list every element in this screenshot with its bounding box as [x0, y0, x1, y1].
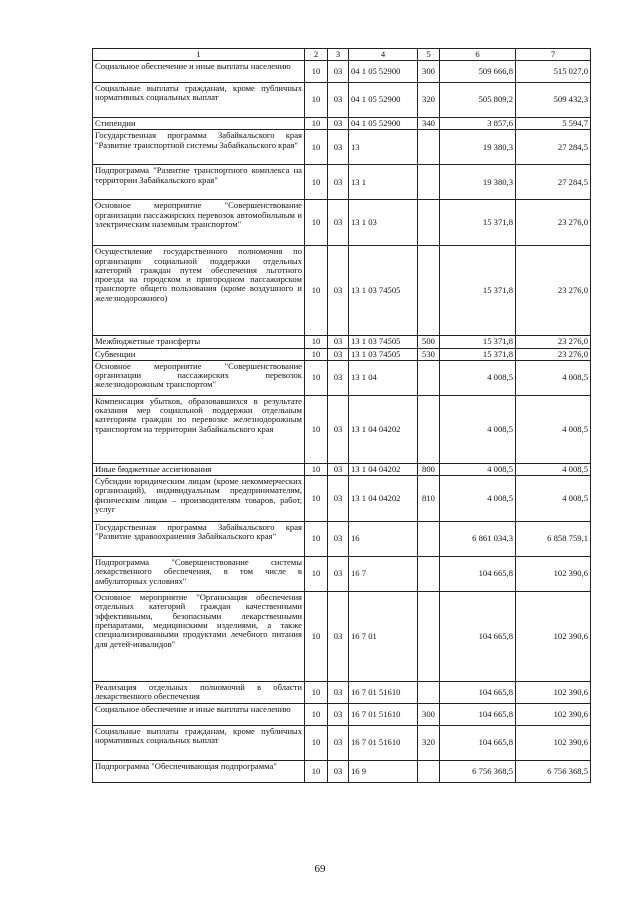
row-expense-type: 340 — [418, 118, 440, 130]
row-target-article: 13 1 04 04202 — [349, 395, 418, 463]
row-amount-year-1: 4 008,5 — [440, 476, 516, 522]
row-target-article: 04 1 05 52900 — [349, 83, 418, 118]
row-amount-year-2: 6 756 368,5 — [516, 761, 591, 783]
row-section-code: 10 — [305, 83, 328, 118]
table-header-row — [93, 49, 591, 61]
row-name: Осуществление государственного полномочия по организации социальной поддержки отдельных категорий граждан путем обеспечения льготного проезда на городском и пригородном пассажирском транспорте общего пользования (кроме воздушного и железнодорожного) — [93, 246, 305, 336]
row-amount-year-2: 102 390,6 — [516, 726, 591, 761]
row-expense-type — [418, 246, 440, 336]
row-name: Государственная программа Забайкальского края "Развитие транспортной системы Забайкальского края" — [93, 130, 305, 165]
row-target-article: 16 9 — [349, 761, 418, 783]
row-amount-year-1: 6 861 034,3 — [440, 522, 516, 557]
row-expense-type — [418, 200, 440, 246]
table-row — [93, 130, 591, 165]
table-row — [93, 682, 591, 704]
row-section-code: 10 — [305, 348, 328, 360]
row-section-code: 10 — [305, 360, 328, 395]
table-row — [93, 395, 591, 463]
row-expense-type: 320 — [418, 726, 440, 761]
row-amount-year-1: 104 665,8 — [440, 557, 516, 592]
row-target-article: 16 7 01 51610 — [349, 682, 418, 704]
row-section-code: 10 — [305, 726, 328, 761]
row-target-article: 13 1 — [349, 165, 418, 200]
row-subsection-code: 03 — [328, 118, 349, 130]
row-subsection-code: 03 — [328, 726, 349, 761]
row-target-article: 13 1 04 04202 — [349, 476, 418, 522]
row-amount-year-1: 104 665,8 — [440, 592, 516, 682]
row-amount-year-2: 23 276,0 — [516, 246, 591, 336]
row-expense-type — [418, 682, 440, 704]
row-amount-year-1: 104 665,8 — [440, 704, 516, 726]
row-subsection-code: 03 — [328, 522, 349, 557]
header-cell: 6 — [440, 49, 516, 61]
budget-table — [92, 48, 591, 783]
row-expense-type: 530 — [418, 348, 440, 360]
row-expense-type — [418, 761, 440, 783]
row-section-code: 10 — [305, 246, 328, 336]
row-target-article: 13 1 03 74505 — [349, 348, 418, 360]
row-amount-year-1: 19 380,3 — [440, 165, 516, 200]
row-target-article: 16 — [349, 522, 418, 557]
row-name: Стипендии — [93, 118, 305, 130]
row-section-code: 10 — [305, 761, 328, 783]
table-row — [93, 360, 591, 395]
header-cell: 4 — [349, 49, 418, 61]
row-section-code: 10 — [305, 522, 328, 557]
row-section-code: 10 — [305, 682, 328, 704]
row-section-code: 10 — [305, 557, 328, 592]
row-section-code: 10 — [305, 130, 328, 165]
row-expense-type — [418, 395, 440, 463]
row-section-code: 10 — [305, 476, 328, 522]
row-target-article: 13 — [349, 130, 418, 165]
row-subsection-code: 03 — [328, 476, 349, 522]
header-cell: 3 — [328, 49, 349, 61]
row-expense-type — [418, 522, 440, 557]
row-subsection-code: 03 — [328, 682, 349, 704]
row-name: Основное мероприятие "Совершенствование организации пассажирских перевозок железнодорожным транспортом" — [93, 360, 305, 395]
row-name: Подпрограмма "Совершенствование системы лекарственного обеспечения, в том числе в амбулаторных условиях" — [93, 557, 305, 592]
row-subsection-code: 03 — [328, 592, 349, 682]
table-row — [93, 118, 591, 130]
row-section-code: 10 — [305, 592, 328, 682]
row-subsection-code: 03 — [328, 761, 349, 783]
row-amount-year-2: 4 008,5 — [516, 395, 591, 463]
row-name: Компенсация убытков, образовавшихся в результате оказания мер социальной поддержки отдельным категориям граждан по перевозке железнодорожным транспортом на территории Забайкальского края — [93, 395, 305, 463]
table-row — [93, 463, 591, 475]
row-name: Подпрограмма "Развитие транспортного комплекса на территории Забайкальского края" — [93, 165, 305, 200]
header-cell: 7 — [516, 49, 591, 61]
row-amount-year-2: 4 008,5 — [516, 360, 591, 395]
table-row — [93, 522, 591, 557]
table-row — [93, 592, 591, 682]
row-amount-year-1: 4 008,5 — [440, 463, 516, 475]
row-name: Реализация отдельных полномочий в области лекарственного обеспечения — [93, 682, 305, 704]
row-subsection-code: 03 — [328, 360, 349, 395]
row-amount-year-2: 4 008,5 — [516, 463, 591, 475]
row-subsection-code: 03 — [328, 463, 349, 475]
row-amount-year-2: 4 008,5 — [516, 476, 591, 522]
table-row — [93, 557, 591, 592]
row-name: Социальные выплаты гражданам, кроме публичных нормативных социальных выплат — [93, 83, 305, 118]
row-target-article: 13 1 03 74505 — [349, 336, 418, 348]
row-name: Межбюджетные трансферты — [93, 336, 305, 348]
row-amount-year-2: 23 276,0 — [516, 348, 591, 360]
table-row — [93, 726, 591, 761]
row-amount-year-1: 19 380,3 — [440, 130, 516, 165]
row-subsection-code: 03 — [328, 61, 349, 83]
header-cell: 1 — [93, 49, 305, 61]
row-amount-year-1: 4 008,5 — [440, 360, 516, 395]
row-amount-year-1: 15 371,8 — [440, 336, 516, 348]
row-expense-type: 300 — [418, 704, 440, 726]
row-amount-year-1: 104 665,8 — [440, 726, 516, 761]
row-subsection-code: 03 — [328, 130, 349, 165]
row-target-article: 16 7 — [349, 557, 418, 592]
row-subsection-code: 03 — [328, 348, 349, 360]
table-row — [93, 200, 591, 246]
row-target-article: 13 1 04 04202 — [349, 463, 418, 475]
row-section-code: 10 — [305, 463, 328, 475]
row-section-code: 10 — [305, 336, 328, 348]
table-row — [93, 704, 591, 726]
row-name: Подпрограмма "Обеспечивающая подпрограмма" — [93, 761, 305, 783]
row-amount-year-2: 102 390,6 — [516, 704, 591, 726]
row-target-article: 04 1 05 52900 — [349, 61, 418, 83]
row-name: Основное мероприятие "Совершенствование организации пассажирских перевозок автомобильным и электрическим наземным транспортом" — [93, 200, 305, 246]
row-amount-year-2: 27 284,5 — [516, 130, 591, 165]
row-amount-year-2: 27 284,5 — [516, 165, 591, 200]
row-expense-type — [418, 557, 440, 592]
row-target-article: 16 7 01 51610 — [349, 704, 418, 726]
row-target-article: 04 1 05 52900 — [349, 118, 418, 130]
row-amount-year-2: 5 594,7 — [516, 118, 591, 130]
row-expense-type: 800 — [418, 463, 440, 475]
table-row — [93, 61, 591, 83]
row-expense-type — [418, 165, 440, 200]
table-body — [93, 61, 591, 783]
row-name: Социальное обеспечение и иные выплаты населению — [93, 704, 305, 726]
row-expense-type: 500 — [418, 336, 440, 348]
row-section-code: 10 — [305, 704, 328, 726]
row-subsection-code: 03 — [328, 336, 349, 348]
row-subsection-code: 03 — [328, 557, 349, 592]
row-section-code: 10 — [305, 61, 328, 83]
row-subsection-code: 03 — [328, 246, 349, 336]
table-row — [93, 336, 591, 348]
header-cell: 2 — [305, 49, 328, 61]
row-name: Социальные выплаты гражданам, кроме публичных нормативных социальных выплат — [93, 726, 305, 761]
table-row — [93, 83, 591, 118]
page-number: 69 — [314, 863, 326, 875]
row-amount-year-1: 15 371,8 — [440, 200, 516, 246]
row-amount-year-2: 515 027,0 — [516, 61, 591, 83]
row-expense-type — [418, 360, 440, 395]
row-amount-year-1: 509 666,8 — [440, 61, 516, 83]
row-expense-type: 300 — [418, 61, 440, 83]
row-amount-year-2: 102 390,6 — [516, 682, 591, 704]
row-subsection-code: 03 — [328, 704, 349, 726]
row-subsection-code: 03 — [328, 395, 349, 463]
row-target-article: 13 1 03 — [349, 200, 418, 246]
row-amount-year-1: 4 008,5 — [440, 395, 516, 463]
row-expense-type: 320 — [418, 83, 440, 118]
row-section-code: 10 — [305, 165, 328, 200]
row-name: Государственная программа Забайкальского края "Развитие здравоохранения Забайкальского края" — [93, 522, 305, 557]
row-target-article: 16 7 01 — [349, 592, 418, 682]
row-expense-type: 810 — [418, 476, 440, 522]
table-row — [93, 761, 591, 783]
row-amount-year-1: 15 371,8 — [440, 246, 516, 336]
row-amount-year-2: 102 390,6 — [516, 557, 591, 592]
row-section-code: 10 — [305, 200, 328, 246]
row-section-code: 10 — [305, 395, 328, 463]
row-section-code: 10 — [305, 118, 328, 130]
row-amount-year-1: 6 756 368,5 — [440, 761, 516, 783]
header-cell: 5 — [418, 49, 440, 61]
row-target-article: 16 7 01 51610 — [349, 726, 418, 761]
row-target-article: 13 1 03 74505 — [349, 246, 418, 336]
row-amount-year-2: 102 390,6 — [516, 592, 591, 682]
row-expense-type — [418, 592, 440, 682]
row-amount-year-2: 23 276,0 — [516, 336, 591, 348]
row-name: Социальное обеспечение и иные выплаты населению — [93, 61, 305, 83]
row-name: Субвенции — [93, 348, 305, 360]
row-amount-year-2: 509 432,3 — [516, 83, 591, 118]
row-subsection-code: 03 — [328, 165, 349, 200]
row-amount-year-2: 23 276,0 — [516, 200, 591, 246]
table-row — [93, 476, 591, 522]
row-name: Основное мероприятие "Организация обеспечения отдельных категорий граждан качественными эффективными, безопасными лекарственными препаратами, медицинскими изделиями, а также специализированными продуктами лечебного питания для детей-инвалидов" — [93, 592, 305, 682]
row-subsection-code: 03 — [328, 200, 349, 246]
row-amount-year-1: 3 857,6 — [440, 118, 516, 130]
row-expense-type — [418, 130, 440, 165]
row-amount-year-2: 6 858 759,1 — [516, 522, 591, 557]
table-row — [93, 348, 591, 360]
row-name: Иные бюджетные ассигнования — [93, 463, 305, 475]
row-amount-year-1: 104 665,8 — [440, 682, 516, 704]
row-amount-year-1: 15 371,8 — [440, 348, 516, 360]
table-row — [93, 165, 591, 200]
row-amount-year-1: 505 809,2 — [440, 83, 516, 118]
row-target-article: 13 1 04 — [349, 360, 418, 395]
row-subsection-code: 03 — [328, 83, 349, 118]
row-name: Субсидии юридическим лицам (кроме некоммерческих организаций), индивидуальным предпринимателям, физическим лицам – производителям товаров, работ, услуг — [93, 476, 305, 522]
table-row — [93, 246, 591, 336]
